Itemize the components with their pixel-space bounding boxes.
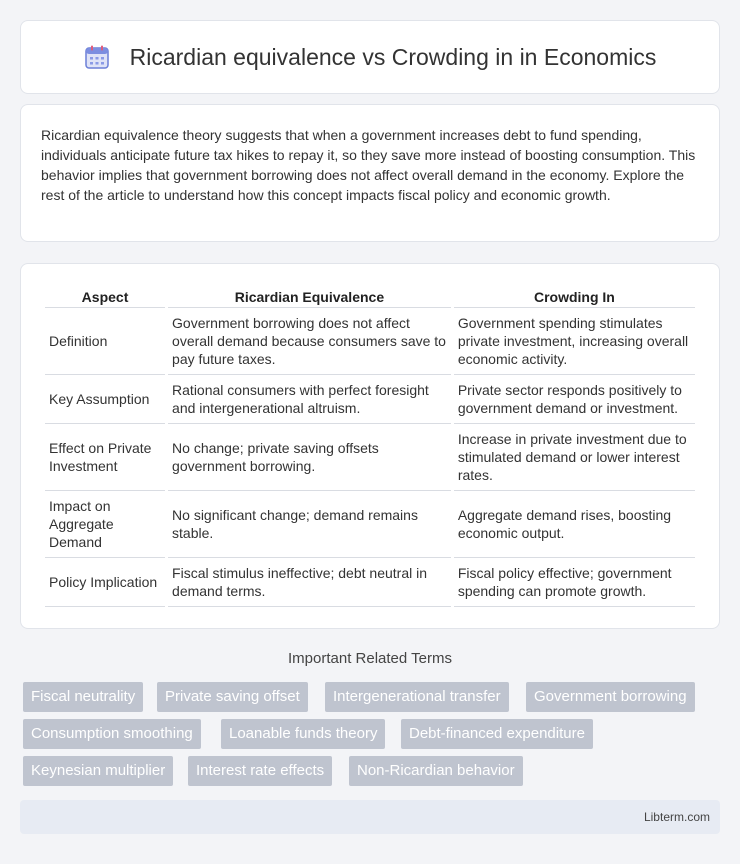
related-term-tag[interactable]: Consumption smoothing bbox=[23, 719, 201, 749]
related-term-tag[interactable]: Government borrowing bbox=[526, 682, 695, 712]
page-title: Ricardian equivalence vs Crowding in in Economics bbox=[129, 43, 657, 70]
comparison-table-card bbox=[20, 263, 720, 629]
row-aspect: Impact on Aggregate Demand bbox=[45, 491, 165, 558]
row-aspect: Effect on Private Investment bbox=[45, 424, 165, 491]
row-crowding-in: Fiscal policy effective; government spending can promote growth. bbox=[454, 558, 695, 607]
row-ricardian: No significant change; demand remains stable. bbox=[168, 491, 451, 558]
related-term-tag[interactable]: Keynesian multiplier bbox=[23, 756, 173, 786]
row-crowding-in: Private sector responds positively to government demand or investment. bbox=[454, 375, 695, 424]
table-row bbox=[45, 491, 695, 558]
row-ricardian: No change; private saving offsets government borrowing. bbox=[168, 424, 451, 491]
related-term-tag[interactable]: Private saving offset bbox=[157, 682, 308, 712]
related-term-tag[interactable]: Loanable funds theory bbox=[221, 719, 385, 749]
intro-card bbox=[20, 104, 720, 242]
header-aspect: Aspect bbox=[45, 284, 165, 308]
comparison-table bbox=[42, 284, 698, 607]
header-ricardian: Ricardian Equivalence bbox=[168, 284, 451, 308]
table-row bbox=[45, 308, 695, 375]
row-aspect: Key Assumption bbox=[45, 375, 165, 424]
row-aspect: Policy Implication bbox=[45, 558, 165, 607]
footer-site-link[interactable]: Libterm.com bbox=[643, 810, 710, 824]
table-header-row bbox=[45, 284, 695, 308]
table-row bbox=[45, 375, 695, 424]
related-term-tag[interactable]: Non-Ricardian behavior bbox=[349, 756, 523, 786]
row-crowding-in: Government spending stimulates private investment, increasing overall economic activity. bbox=[454, 308, 695, 375]
calendar-icon bbox=[84, 44, 110, 70]
footer bbox=[20, 800, 720, 834]
row-ricardian: Government borrowing does not affect overall demand because consumers save to pay future taxes. bbox=[168, 308, 451, 375]
row-crowding-in: Aggregate demand rises, boosting economic output. bbox=[454, 491, 695, 558]
related-term-tag[interactable]: Fiscal neutrality bbox=[23, 682, 143, 712]
row-aspect: Definition bbox=[45, 308, 165, 375]
header-crowding-in: Crowding In bbox=[454, 284, 695, 308]
header-card bbox=[20, 20, 720, 94]
row-crowding-in: Increase in private investment due to stimulated demand or lower interest rates. bbox=[454, 424, 695, 491]
table-row bbox=[45, 558, 695, 607]
row-ricardian: Fiscal stimulus ineffective; debt neutral in demand terms. bbox=[168, 558, 451, 607]
related-term-tag[interactable]: Debt-financed expenditure bbox=[401, 719, 593, 749]
table-row bbox=[45, 424, 695, 491]
related-term-tag[interactable]: Intergenerational transfer bbox=[325, 682, 509, 712]
row-ricardian: Rational consumers with perfect foresight and intergenerational altruism. bbox=[168, 375, 451, 424]
related-terms-title: Important Related Terms bbox=[288, 650, 452, 667]
related-term-tag[interactable]: Interest rate effects bbox=[188, 756, 332, 786]
intro-text: Ricardian equivalence theory suggests that when a government increases debt to fund spending, individuals anticipate future tax hikes to repay it, so they save more instead of boosting consumption. This behavior implies that government borrowing does not affect overall demand in the economy. Explore the rest of the article to understand how this concept impacts fiscal policy and economic growth. bbox=[41, 127, 696, 203]
